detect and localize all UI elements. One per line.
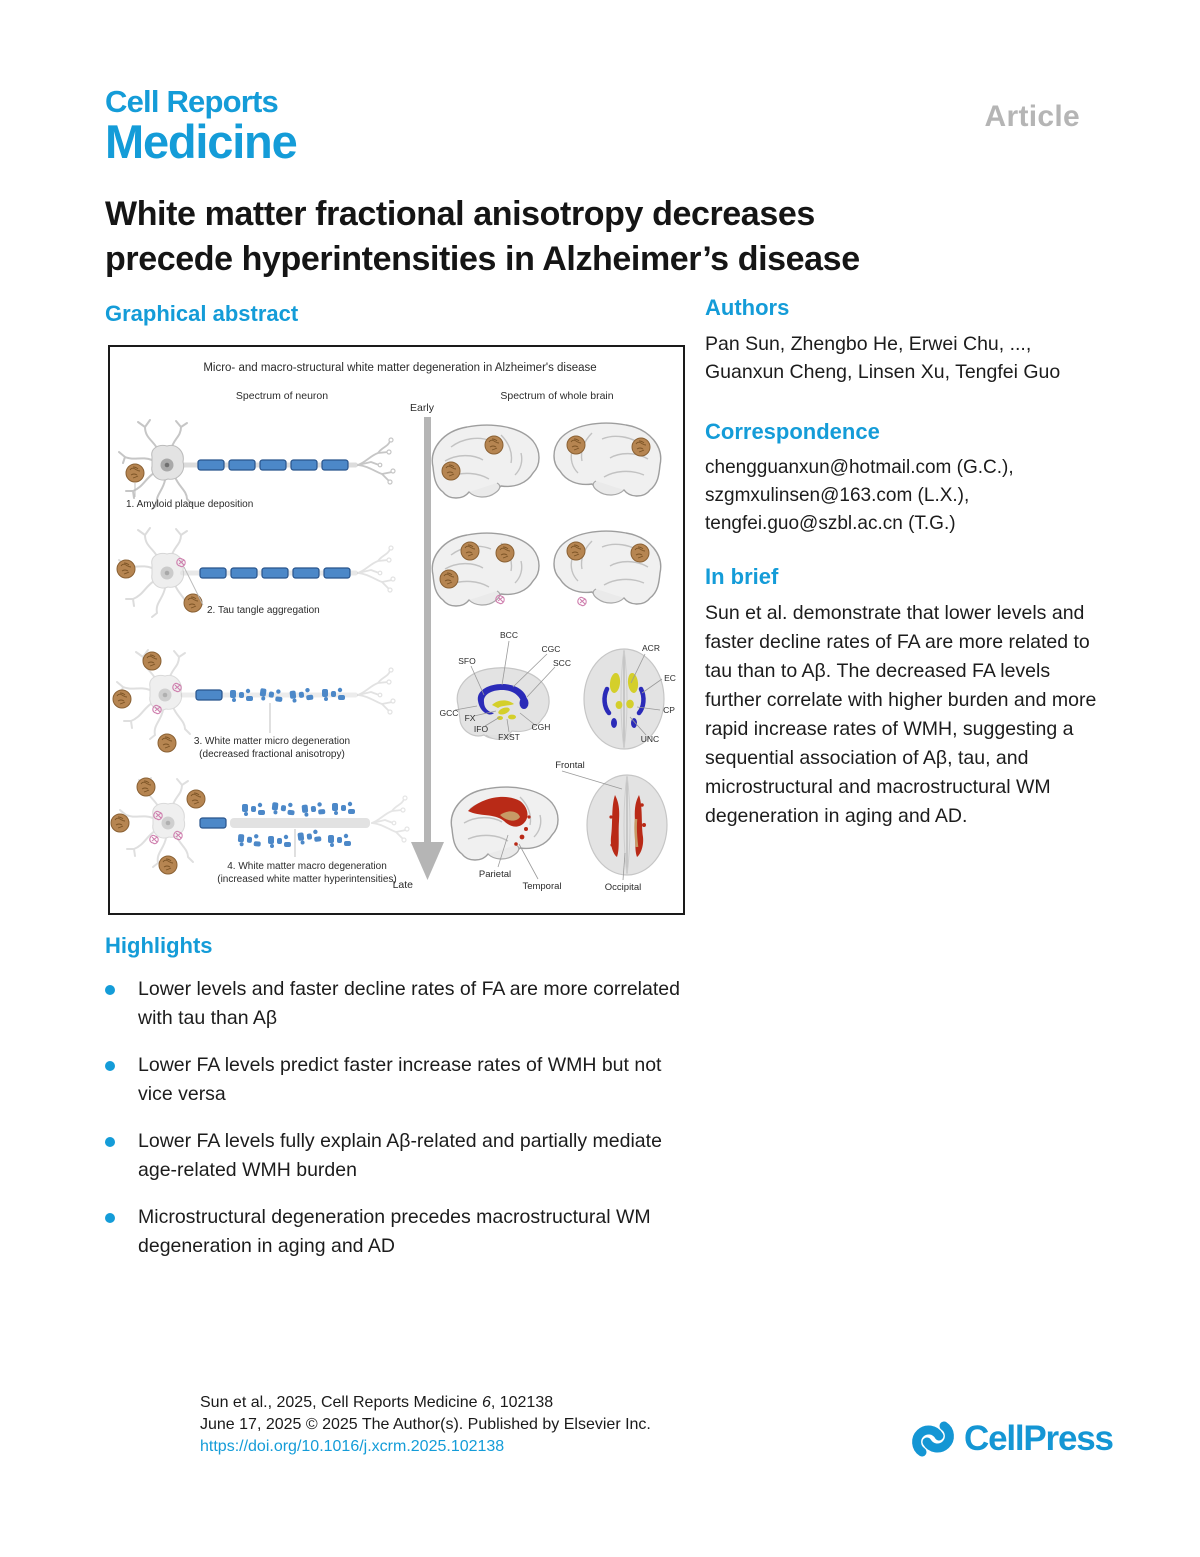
graphical-abstract-heading: Graphical abstract <box>105 301 299 326</box>
authors-names <box>705 330 1102 386</box>
citation-volume: 6 <box>481 1394 491 1411</box>
in-brief-section <box>705 564 1102 831</box>
tract-label-cgc: CGC <box>541 644 561 654</box>
tract-label-sfo: SFO <box>458 656 476 666</box>
tract-label-ifo: IFO <box>473 724 489 734</box>
figure-col-neuron: Spectrum of neuron <box>235 390 329 402</box>
neuron-stage-4 <box>111 778 409 885</box>
stage4-sublabel: (increased white matter hyperintensities) <box>217 874 397 885</box>
tract-label-unc: UNC <box>640 734 660 744</box>
in-brief-heading: In brief <box>705 564 779 589</box>
highlight-item <box>105 1203 697 1261</box>
timeline-early-label: Early <box>410 402 434 414</box>
correspondence-email: chengguanxun@hotmail.com (G.C.), <box>705 457 1014 478</box>
journal-logo-line2: Medicine <box>105 115 297 168</box>
cellpress-logo <box>910 1416 1113 1462</box>
journal-logo <box>105 86 297 166</box>
journal-logo-line1: Cell Reports <box>105 84 278 119</box>
correspondence-emails <box>705 454 1102 538</box>
correspondence-heading: Correspondence <box>705 419 880 444</box>
correspondence-section <box>705 419 1102 538</box>
tract-label-fx: FX <box>464 713 476 723</box>
brain-stage-1 <box>432 423 660 498</box>
stage2-label: 2. Tau tangle aggregation <box>207 605 320 616</box>
brain-stage-4 <box>451 760 667 893</box>
highlights-section <box>105 933 697 1279</box>
highlights-heading: Highlights <box>105 933 213 958</box>
correspondence-email: tengfei.guo@szbl.ac.cn (T.G.) <box>705 513 956 534</box>
authors-section <box>705 295 1102 386</box>
brain-stage-3 <box>440 630 676 749</box>
highlight-text: Lower FA levels predict faster increase rates of WMH but not vice versa <box>138 1054 662 1105</box>
citation-suffix: , 102138 <box>490 1394 554 1411</box>
neuron-stage-2 <box>117 528 395 617</box>
paper-title-line1: White matter fractional anisotropy decreases <box>105 195 815 233</box>
neuron-stage-1 <box>119 420 395 510</box>
bullet-icon <box>105 1213 115 1223</box>
graphical-abstract-figure <box>108 345 685 915</box>
tract-label-gcc: GCC <box>439 708 459 718</box>
stage3-sublabel: (decreased fractional anisotropy) <box>199 749 345 760</box>
graphical-abstract-svg <box>110 347 683 913</box>
highlight-item <box>105 1127 697 1185</box>
info-column <box>705 295 1102 831</box>
stage4-label: 4. White matter macro degeneration <box>227 861 387 872</box>
paper-title <box>105 192 1065 282</box>
cellpress-logo-text: CellPress <box>964 1419 1113 1458</box>
bullet-icon <box>105 1061 115 1071</box>
lobe-label-temporal: Temporal <box>522 881 562 892</box>
bullet-icon <box>105 985 115 995</box>
tract-label-cp: CP <box>663 705 675 715</box>
highlight-item <box>105 975 697 1033</box>
lobe-label-parietal: Parietal <box>478 869 512 880</box>
article-type-badge: Article <box>984 100 1080 133</box>
correspondence-email: szgmxulinsen@163.com (L.X.), <box>705 485 970 506</box>
citation-line2: June 17, 2025 © 2025 The Author(s). Published by Elsevier Inc. <box>200 1416 651 1433</box>
neuron-stage-3 <box>113 650 395 760</box>
tract-label-scc: SCC <box>553 658 571 668</box>
highlight-item <box>105 1051 697 1109</box>
authors-line2: Guanxun Cheng, Linsen Xu, Tengfei Guo <box>705 361 1061 383</box>
authors-heading: Authors <box>705 295 790 320</box>
stage1-label: 1. Amyloid plaque deposition <box>126 499 254 510</box>
tract-label-cgh: CGH <box>531 722 551 732</box>
citation-line1 <box>200 1392 651 1414</box>
highlight-text: Microstructural degeneration precedes macrostructural WM degeneration in aging and AD <box>138 1206 651 1257</box>
highlights-list <box>105 975 697 1261</box>
tract-label-fxst: FXST <box>498 732 520 742</box>
cellpress-swirl-icon <box>910 1416 956 1462</box>
paper-title-line2: precede hyperintensities in Alzheimer’s disease <box>105 240 860 278</box>
citation-prefix: Sun et al., 2025, Cell Reports Medicine <box>200 1394 482 1411</box>
amyloid-plaque-icon <box>126 464 144 482</box>
figure-col-brain: Spectrum of whole brain <box>500 390 614 402</box>
lobe-label-occipital: Occipital <box>604 882 642 893</box>
in-brief-text: Sun et al. demonstrate that lower levels and faster decline rates of FA are more related to tau than to Aβ. The decreased FA levels further correlate with higher burden and more rapid increase rates of WMH, suggesting a sequential association of Aβ, tau, and microstructural and macrostructural WM degeneration in aging and AD. <box>705 602 1097 827</box>
authors-line1: Pan Sun, Zhengbo He, Erwei Chu, ..., <box>705 333 1032 355</box>
lobe-label-frontal: Frontal <box>555 760 585 771</box>
bullet-icon <box>105 1137 115 1147</box>
tract-label-acr: ACR <box>642 643 660 653</box>
highlight-text: Lower levels and faster decline rates of FA are more correlated with tau than Aβ <box>138 978 680 1029</box>
timeline-late-label: Late <box>392 879 413 891</box>
stage3-label: 3. White matter micro degeneration <box>193 736 351 747</box>
tract-label-ec: EC <box>664 673 676 683</box>
tract-label-bcc: BCC <box>500 630 518 640</box>
highlight-text: Lower FA levels fully explain Aβ-related and partially mediate age-related WMH burden <box>138 1130 662 1181</box>
doi-link[interactable]: https://doi.org/10.1016/j.xcrm.2025.102138 <box>200 1438 505 1455</box>
figure-title: Micro- and macro-structural white matter degeneration in Alzheimer's disease <box>203 362 597 374</box>
brain-stage-2 <box>432 531 660 606</box>
citation-block <box>200 1392 651 1458</box>
